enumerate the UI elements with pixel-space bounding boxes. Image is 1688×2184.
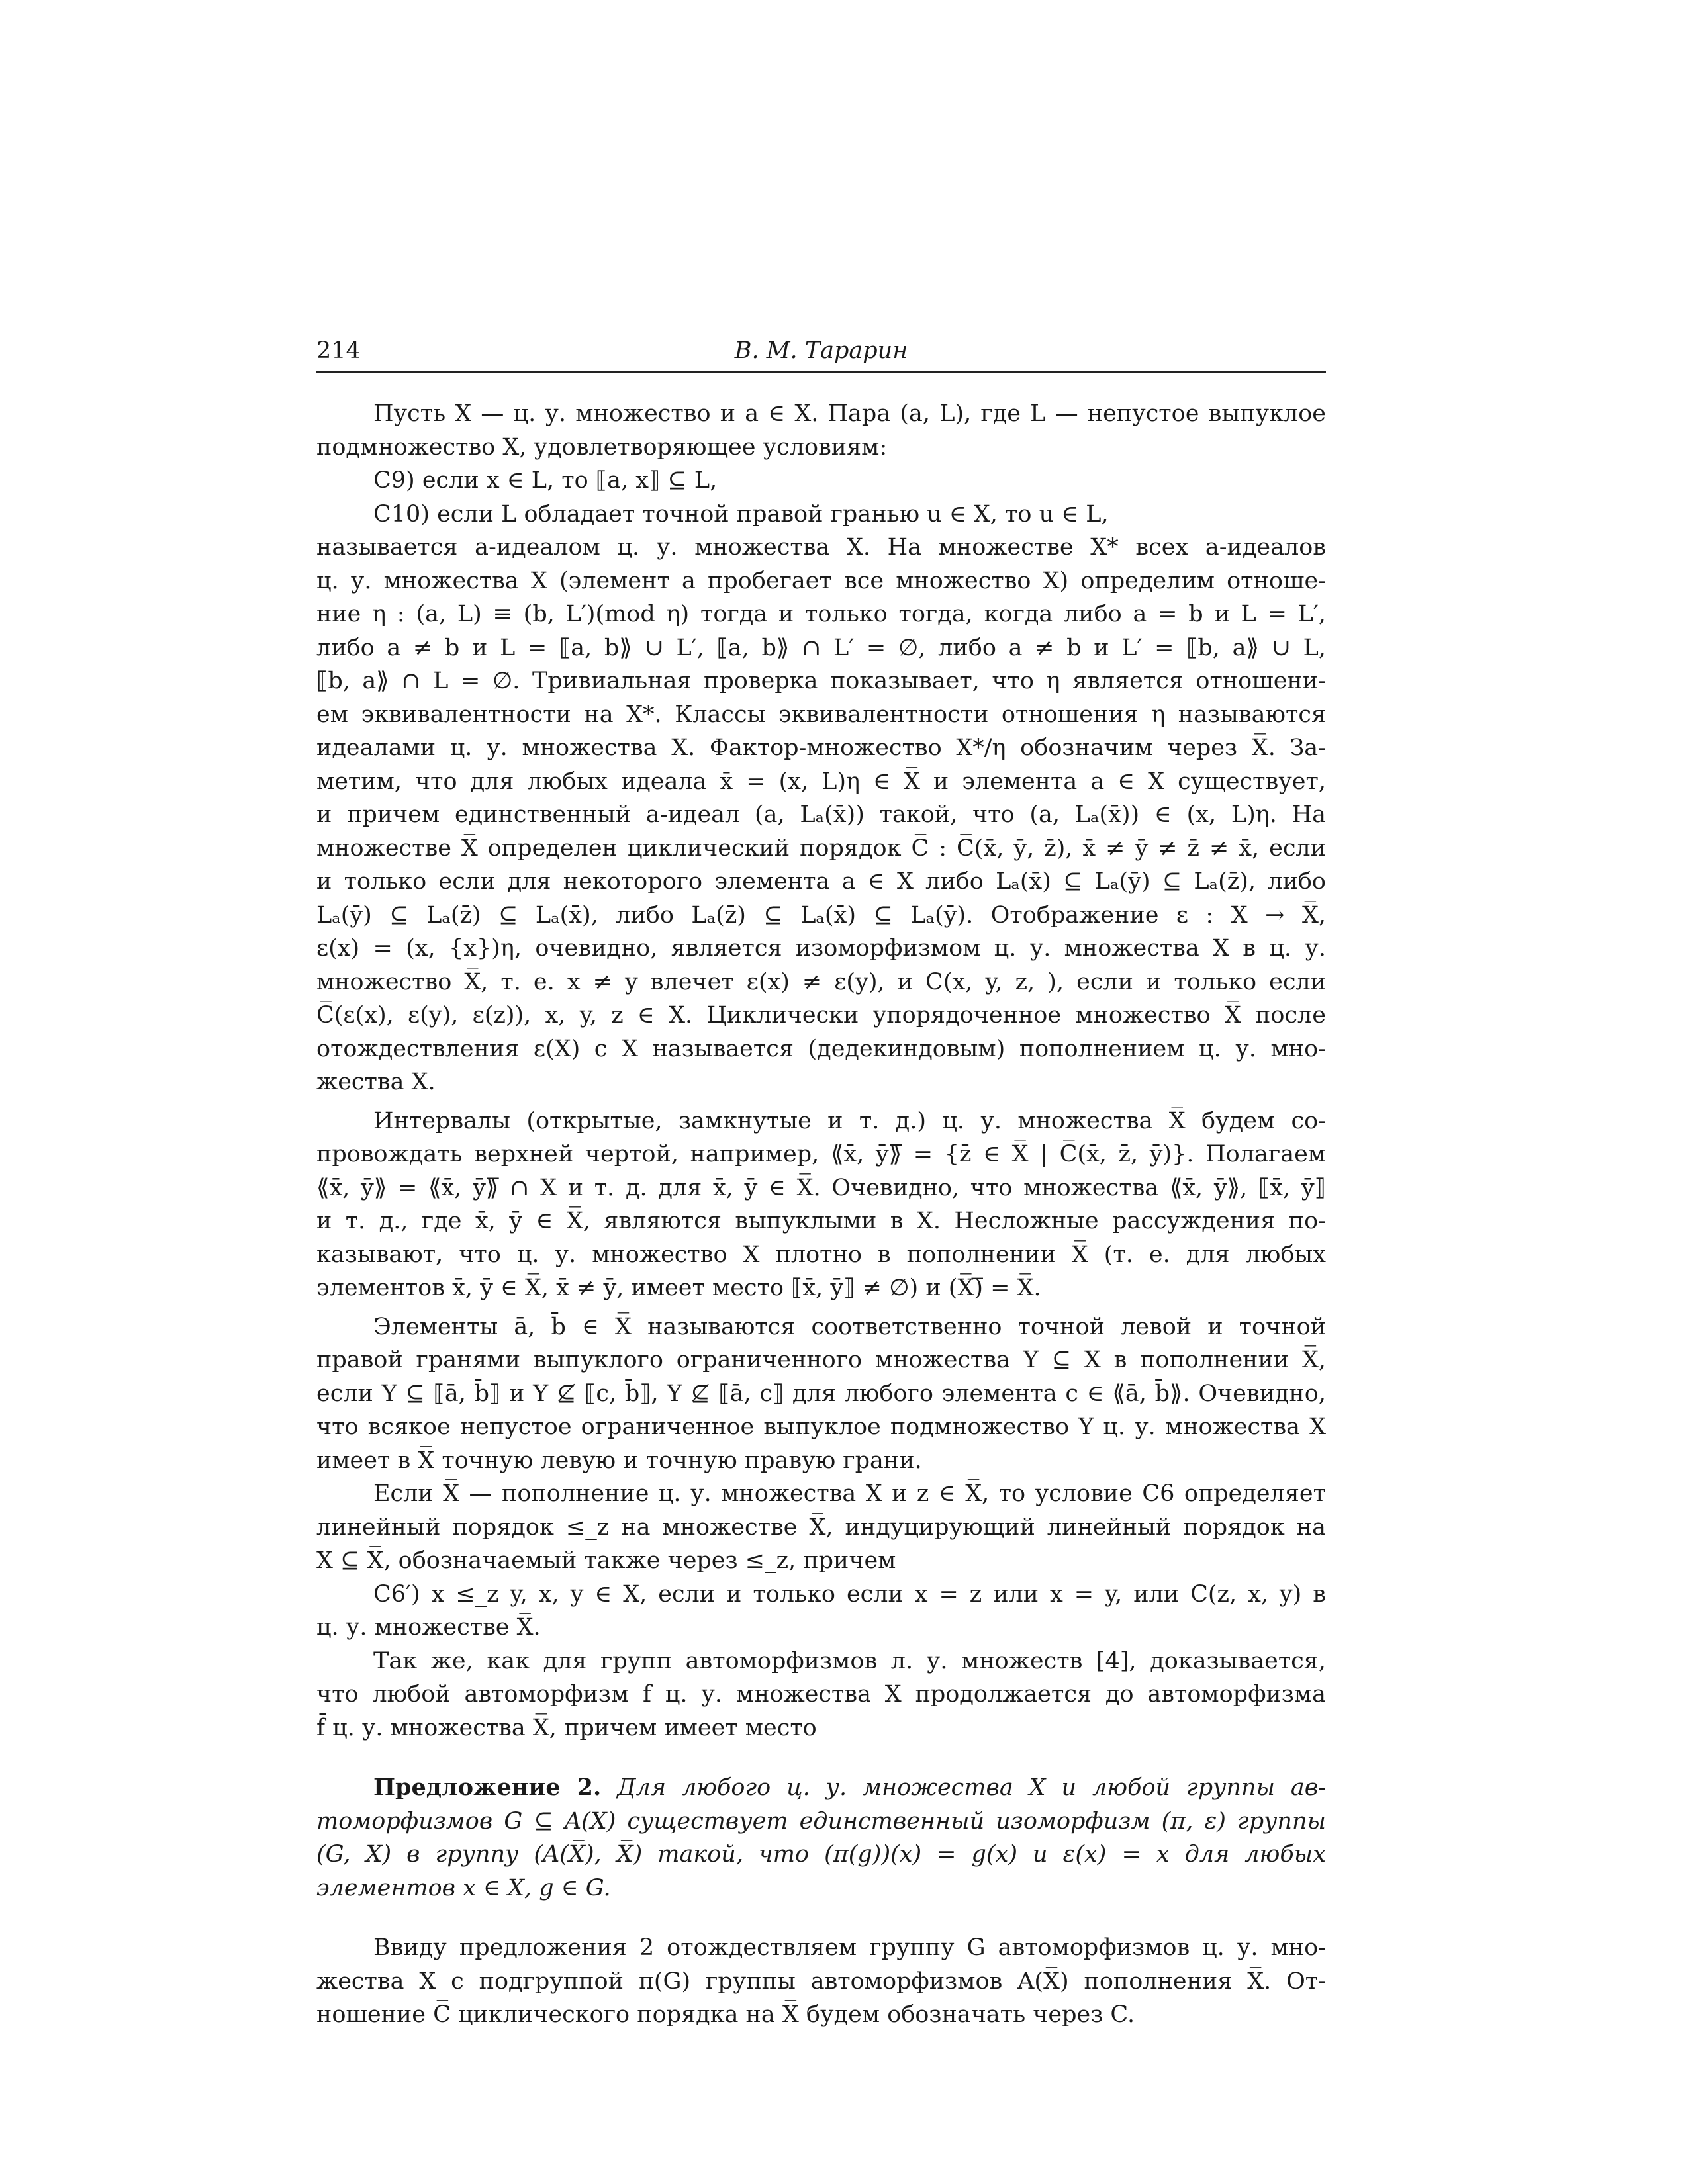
text-line: C10) если L обладает точной правой гранью u ∈ X, то u ∈ L, bbox=[373, 500, 1109, 527]
text-line: X ⊆ X̅, обозначаемый также через ≤_z, причем bbox=[316, 1547, 896, 1574]
paragraph-ideals bbox=[316, 531, 1326, 1099]
text-line: Предложение 2. Для любого ц. у. множества X и любой группы ав- bbox=[373, 1774, 1326, 1801]
text-line: если Y ⊆ ⟦ā, b̄⟧ и Y ⊈ ⟦c, b̄⟧, Y ⊈ ⟦ā, c⟧ для любого элемента c ∈ ⟪ā, b̄⟫. Очевидно, bbox=[316, 1380, 1326, 1407]
text-line: томорфизмов G ⊆ A(X) существует единственный изоморфизм (π, ε) группы bbox=[316, 1807, 1326, 1835]
condition-c10 bbox=[316, 498, 1326, 531]
text-line: жества X. bbox=[316, 1069, 436, 1095]
text-line: и причем единственный a-идеал (a, Lₐ(x̄)) такой, что (a, Lₐ(x̄)) ∈ (x, L)η. На bbox=[316, 801, 1326, 828]
text-line: элементов x̄, ȳ ∈ X̅, x̄ ≠ ȳ, имеет место ⟦x̄, ȳ⟧ ≠ ∅) и (X̅)̅ = X̅. bbox=[316, 1275, 1041, 1301]
text-line: Интервалы (открытые, замкнутые и т. д.) ц. у. множества X̅ будем со- bbox=[373, 1107, 1326, 1134]
text-line: называется a-идеалом ц. у. множества X. На множестве X* всех a-идеалов bbox=[316, 534, 1326, 561]
text-line: f̄ ц. у. множества X̅, причем имеет место bbox=[316, 1714, 817, 1741]
text-line: что любой автоморфизм f ц. у. множества X продолжается до автоморфизма bbox=[316, 1681, 1326, 1707]
text-line: идеалами ц. у. множества X. Фактор-множество X*/η обозначим через X̅. За- bbox=[316, 735, 1326, 761]
text-line: что всякое непустое ограниченное выпуклое подмножество Y ц. у. множества X bbox=[316, 1414, 1326, 1440]
text-line: Пусть X — ц. у. множество и a ∈ X. Пара (a, L), где L — непустое выпуклое bbox=[373, 400, 1326, 427]
text-line: ношение C̅ циклического порядка на X̅ будем обозначать через C. bbox=[316, 2001, 1135, 2028]
proposition-heading: Предложение 2. bbox=[373, 1774, 602, 1801]
condition-c9 bbox=[316, 464, 1326, 498]
text-line: линейный порядок ≤_z на множестве X̅, индуцирующий линейный порядок на bbox=[316, 1514, 1326, 1541]
text-line: Элементы ā, b̄ ∈ X̅ называются соответственно точной левой и точной bbox=[373, 1313, 1326, 1340]
text-line: метим, что для любых идеала x̄ = (x, L)η ∈ X̅ и элемента a ∈ X существует, bbox=[316, 768, 1326, 795]
text-line: Lₐ(ȳ) ⊆ Lₐ(z̄) ⊆ Lₐ(x̄), либо Lₐ(z̄) ⊆ Lₐ(x̄) ⊆ Lₐ(ȳ). Отображение ε : X → X̅, bbox=[316, 901, 1326, 929]
text-line: правой гранями выпуклого ограниченного множества Y ⊆ X в пополнении X̅, bbox=[316, 1347, 1326, 1373]
page-header bbox=[316, 336, 1326, 373]
text-line: провождать верхней чертой, например, ⟪x̄, ȳ⟫̅ = {z̄ ∈ X̅ | C̅(x̄, z̄, ȳ)}. Полагаем bbox=[316, 1141, 1326, 1167]
text-line: (G, X) в группу (A(X̅), X̅) такой, что (π(g))(x) = g(x) и ε(x) = x для любых bbox=[316, 1841, 1326, 1868]
text-line: и только если для некоторого элемента a ∈ X либо Lₐ(x̄) ⊆ Lₐ(ȳ) ⊆ Lₐ(z̄), либо bbox=[316, 868, 1326, 895]
text-line: C6′) x ≤_z y, x, y ∈ X, если и только если x = z или x = y, или C(z, x, y) в bbox=[373, 1580, 1326, 1608]
text-line: C9) если x ∈ L, то ⟦a, x⟧ ⊆ L, bbox=[373, 467, 718, 494]
paragraph-exact-bounds bbox=[316, 1310, 1326, 1478]
text-line: подмножество X, удовлетворяющее условиям: bbox=[316, 433, 888, 461]
text-line: жества X с подгруппой π(G) группы автоморфизмов A(X̅) пополнения X̅. От- bbox=[316, 1968, 1326, 1995]
text-line: казывают, что ц. у. множество X плотно в пополнении X̅ (т. е. для любых bbox=[316, 1241, 1326, 1268]
text-line: и т. д., где x̄, ȳ ∈ X̅, являются выпуклыми в X. Несложные рассуждения по- bbox=[316, 1208, 1326, 1234]
text-line: элементов x ∈ X, g ∈ G. bbox=[316, 1874, 611, 1901]
text-line: ц. у. множества X (элемент a пробегает все множество X) определим отноше- bbox=[316, 567, 1326, 594]
paragraph-definition-intro bbox=[316, 397, 1326, 464]
text-line: ем эквивалентности на X*. Классы эквивалентности отношения η называются bbox=[316, 701, 1326, 728]
text-line: Ввиду предложения 2 отождествляем группу G автоморфизмов ц. у. мно- bbox=[373, 1934, 1326, 1961]
proposition-2 bbox=[316, 1771, 1326, 1905]
text-line: имеет в X̅ точную левую и точную правую грани. bbox=[316, 1447, 922, 1474]
text-line: множестве X̅ определен циклический порядок C̅ : C̅(x̄, ȳ, z̄), x̄ ≠ ȳ ≠ z̄ ≠ x̄, если bbox=[316, 835, 1326, 862]
page-body bbox=[316, 397, 1326, 2032]
text-line: Если X̅ — пополнение ц. у. множества X и z ∈ X̅, то условие C6 определяет bbox=[373, 1480, 1326, 1507]
page-number: 214 bbox=[316, 338, 361, 364]
paragraph-linear-order bbox=[316, 1477, 1326, 1578]
text-line: C̅(ε(x), ε(y), ε(z)), x, y, z ∈ X. Циклически упорядоченное множество X̅ после bbox=[316, 1002, 1326, 1028]
text-line: множество X̅, т. е. x ≠ y влечет ε(x) ≠ ε(y), и C(x, y, z, ), если и только если bbox=[316, 968, 1326, 995]
text-line: ⟦b, a⟫ ∩ L = ∅. Тривиальная проверка показывает, что η является отношени- bbox=[316, 668, 1326, 694]
paragraph-intervals bbox=[316, 1105, 1326, 1305]
text-line: либо a ≠ b и L = ⟦a, b⟫ ∪ L′, ⟦a, b⟫ ∩ L′ = ∅, либо a ≠ b и L′ = ⟦b, a⟫ ∪ L, bbox=[316, 634, 1326, 661]
paragraph-automorphisms bbox=[316, 1645, 1326, 1745]
text-line: ц. у. множестве X̅. bbox=[316, 1614, 541, 1641]
text-line: отождествления ε(X) с X называется (дедекиндовым) пополнением ц. у. мно- bbox=[316, 1035, 1326, 1062]
running-head: В. М. Тарарин bbox=[734, 338, 908, 364]
paragraph-identification bbox=[316, 1931, 1326, 2032]
text-line: ε(x) = (x, {x})η, очевидно, является изоморфизмом ц. у. множества X в ц. у. bbox=[316, 935, 1326, 962]
text-line: Так же, как для групп автоморфизмов л. у. множеств [4], доказывается, bbox=[373, 1647, 1326, 1674]
text-line: ние η : (a, L) ≡ (b, L′)(mod η) тогда и только тогда, когда либо a = b и L = L′, bbox=[316, 601, 1326, 627]
condition-c6-prime bbox=[316, 1578, 1326, 1645]
text-line: ⟪x̄, ȳ⟫ = ⟪x̄, ȳ⟫̅ ∩ X и т. д. для x̄, ȳ ∈ X̅. Очевидно, что множества ⟪x̄, ȳ⟫, ⟦x̄, ȳ⟧ bbox=[316, 1174, 1326, 1201]
